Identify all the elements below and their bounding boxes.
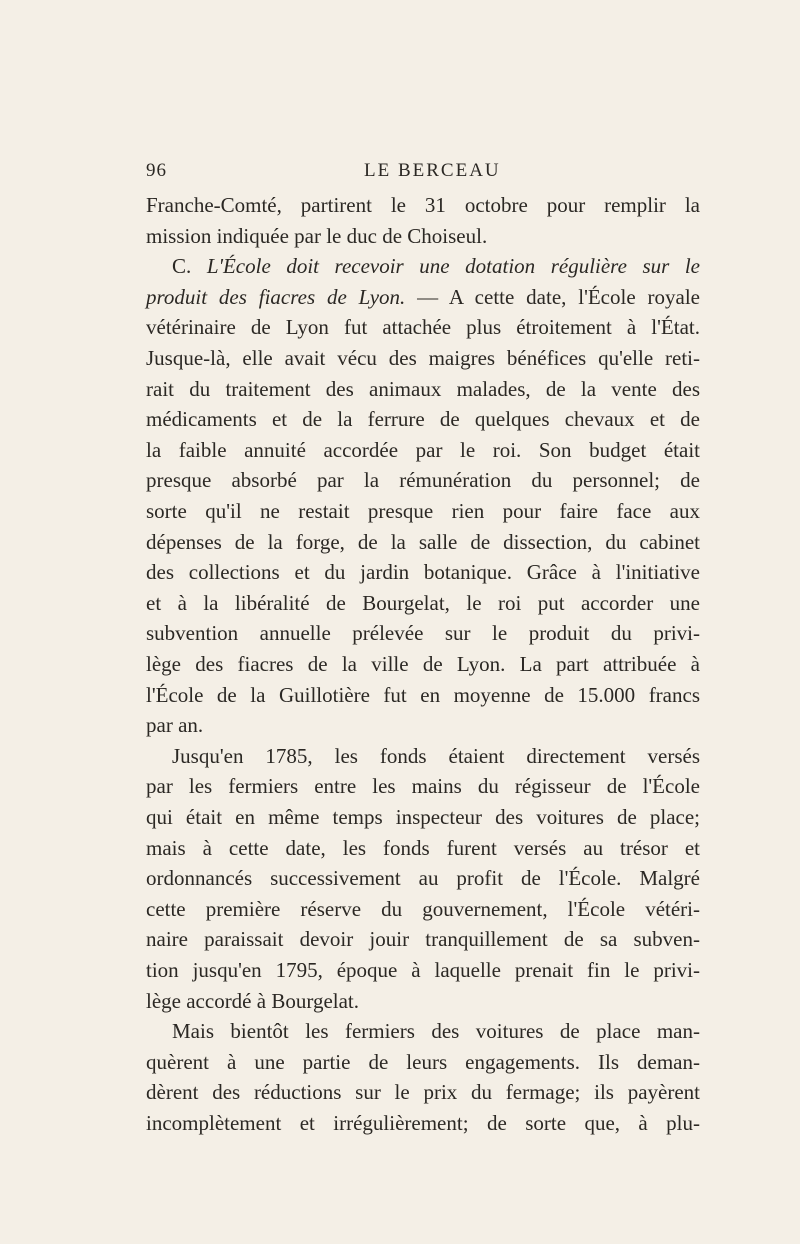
text-line (146, 649, 700, 679)
text-line (146, 1047, 700, 1077)
text-run: — A cette date, l'École royale (405, 284, 700, 309)
text-line (146, 557, 700, 587)
text-line (146, 771, 700, 801)
text-run: lège accordé à Bourgelat. (146, 988, 360, 1013)
text-run: ordonnancés successivement au profit de l'École. Malgré (146, 866, 700, 891)
text-line (146, 802, 700, 832)
text-run: incomplètement et irrégulièrement; de sorte que, à plu- (146, 1111, 700, 1135)
text-line (146, 894, 700, 924)
text-line (146, 221, 700, 251)
text-run: Jusqu'en 1785, les fonds étaient directement versés (172, 743, 700, 768)
text-run: la faible annuité accordée par le roi. Son budget était (146, 437, 700, 462)
text-line (146, 1077, 700, 1107)
text-line (146, 343, 700, 373)
text-line (146, 190, 700, 220)
text-run: qui était en même temps inspecteur des voitures de place; (146, 805, 700, 829)
text-line (146, 435, 700, 465)
text-run: subvention annuelle prélevée sur le produit du privi- (146, 621, 700, 646)
text-run: des collections et du jardin botanique. Grâce à l'initiative (146, 560, 700, 585)
text-line (172, 741, 700, 771)
text-line (146, 282, 700, 312)
text-run: C. (172, 254, 207, 279)
text-line (146, 465, 700, 495)
text-run: et à la libéralité de Bourgelat, le roi put accorder une (146, 590, 700, 615)
text-line (146, 863, 700, 893)
text-line (146, 680, 700, 710)
text-run: médicaments et de la ferrure de quelques chevaux et de (146, 407, 700, 432)
text-line (172, 1016, 700, 1046)
text-run: l'École de la Guillotière fut en moyenne de 15.000 francs (146, 682, 700, 707)
text-line (146, 312, 700, 342)
text-run: mission indiquée par le duc de Choiseul. (146, 223, 488, 248)
text-line (146, 588, 700, 618)
text-run: dèrent des réductions sur le prix du fermage; ils payèrent (146, 1080, 700, 1105)
text-line (172, 251, 700, 281)
text-run: dépenses de la forge, de la salle de dissection, du cabinet (146, 529, 700, 554)
italic-text: L'École doit recevoir une dotation régulière sur le (206, 254, 700, 279)
text-line (146, 618, 700, 648)
text-line (146, 833, 700, 863)
text-run: sorte qu'il ne restait presque rien pour faire face aux (146, 499, 700, 523)
text-run: rait du traitement des animaux malades, de la vente des (146, 376, 700, 401)
text-line (146, 955, 700, 985)
text-run: Mais bientôt les fermiers des voitures de place man- (172, 1019, 700, 1044)
text-run: Franche-Comté, partirent le 31 octobre pour remplir la (146, 193, 700, 217)
text-run: vétérinaire de Lyon fut attachée plus étroitement à l'État. (146, 315, 700, 340)
text-run: cette première réserve du gouvernement, l'École vétéri- (146, 896, 700, 921)
text-run: par an. (146, 713, 204, 738)
text-run: tion jusqu'en 1795, époque à laquelle prenait fin le privi- (146, 958, 700, 982)
text-run: mais à cette date, les fonds furent versés au trésor et (146, 835, 700, 860)
text-line (146, 924, 700, 954)
text-line (146, 986, 700, 1016)
text-line (146, 710, 700, 740)
text-run: quèrent à une partie de leurs engagements. Ils deman- (146, 1049, 700, 1074)
text-line (146, 1108, 700, 1138)
running-title: LE BERCEAU (364, 160, 501, 181)
text-run: Jusque-là, elle avait vécu des maigres bénéfices qu'elle reti- (146, 346, 700, 370)
text-line (146, 527, 700, 557)
running-head (146, 160, 700, 184)
text-line (146, 374, 700, 404)
text-run: lège des fiacres de la ville de Lyon. La part attribuée à (146, 652, 700, 676)
page-number: 96 (146, 160, 167, 181)
text-run: par les fermiers entre les mains du régisseur de l'École (146, 774, 700, 799)
italic-text: produit des fiacres de Lyon. (146, 284, 406, 309)
text-line (146, 404, 700, 434)
text-line (146, 496, 700, 526)
text-run: naire paraissait devoir jouir tranquillement de sa subven- (146, 927, 700, 952)
text-run: presque absorbé par la rémunération du personnel; de (146, 468, 700, 493)
